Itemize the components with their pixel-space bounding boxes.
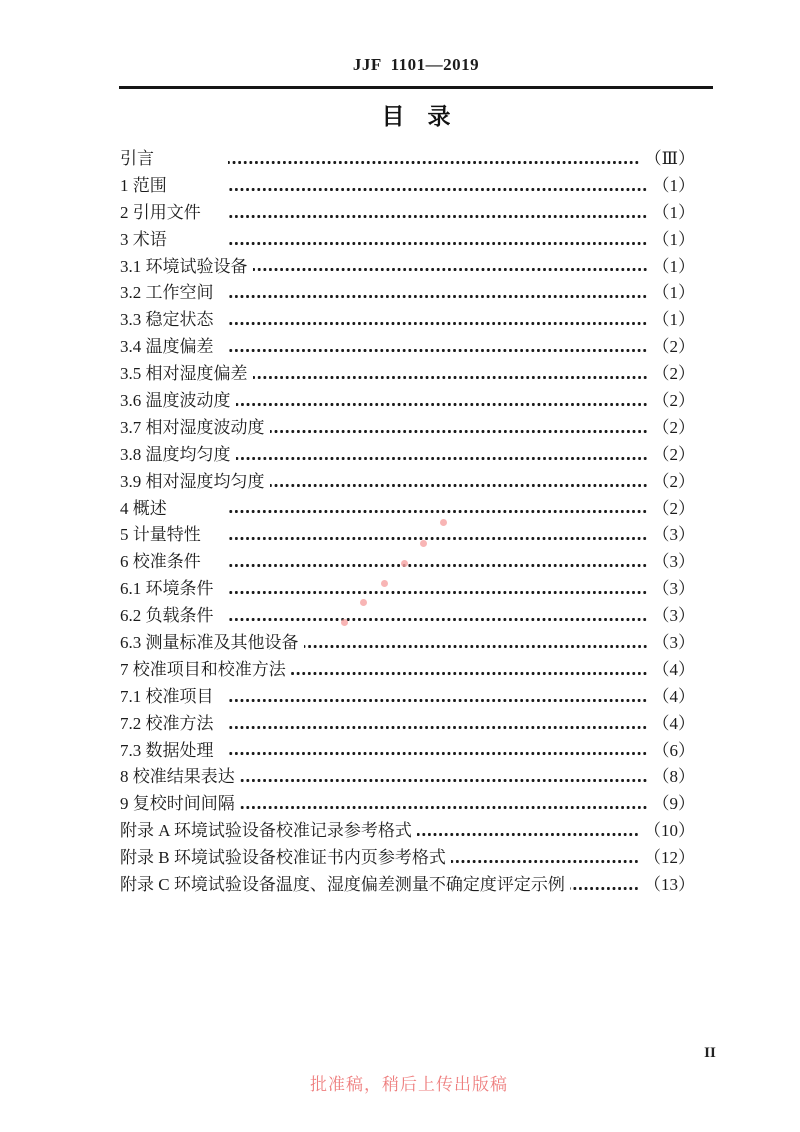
dot-leader [304, 645, 648, 648]
toc-entry [120, 415, 695, 442]
toc-entry-label: 9 复校时间间隔 [120, 794, 235, 814]
toc-entry-page: （3） [652, 552, 695, 572]
toc-entry-page: （1） [652, 310, 695, 330]
dot-leader [270, 430, 648, 433]
toc-entry-label: 5 计量特性 [120, 525, 201, 545]
toc-entry [120, 549, 695, 576]
toc-entry-label: 3.4 温度偏差 [120, 337, 214, 357]
toc-entry-page: （4） [652, 686, 695, 706]
toc-entry [120, 764, 695, 791]
toc-entry [120, 872, 695, 899]
toc-entry-label: 3.1 环境试验设备 [120, 256, 248, 276]
toc-entry-page: （4） [652, 659, 695, 679]
standard-code: JJF 1101—2019 [352, 55, 480, 74]
dot-leader [228, 349, 648, 352]
toc-entry [120, 442, 695, 469]
watermark-dot [381, 580, 388, 587]
toc-entry [120, 307, 695, 334]
toc-entry-page: （3） [652, 525, 695, 545]
toc-entry-page: （1） [652, 202, 695, 222]
dot-leader [228, 591, 648, 594]
toc-entry-label: 2 引用文件 [120, 202, 201, 222]
dot-leader [228, 295, 648, 298]
dot-leader [228, 161, 640, 164]
toc-entry-page: （2） [652, 337, 695, 357]
toc-entry-page: （2） [652, 364, 695, 384]
dot-leader [291, 672, 648, 675]
page-title: 目 录 [381, 103, 451, 129]
page-number: II [704, 1045, 716, 1061]
toc-entry-label: 3 术语 [120, 229, 167, 249]
toc-entry-page: （3） [652, 579, 695, 599]
toc-entry [120, 603, 695, 630]
toc-entry-page: （Ⅲ） [644, 148, 695, 168]
toc-entry [120, 684, 695, 711]
toc-entry [120, 630, 695, 657]
dot-leader [570, 887, 639, 890]
toc-entry-label: 引言 [120, 148, 154, 168]
toc-entry [120, 254, 695, 281]
toc-entry [120, 845, 695, 872]
dot-leader [228, 242, 648, 245]
toc-entry [120, 522, 695, 549]
toc-entry-label: 7 校准项目和校准方法 [120, 659, 286, 679]
toc-entry [120, 791, 695, 818]
toc-entry [120, 361, 695, 388]
toc-entry-page: （13） [644, 875, 695, 895]
toc-entry-label: 6.3 测量标准及其他设备 [120, 633, 299, 653]
toc-entry-label: 6.2 负载条件 [120, 606, 214, 626]
dot-leader [236, 403, 648, 406]
toc-entry-label: 6.1 环境条件 [120, 579, 214, 599]
dot-leader [417, 833, 639, 836]
toc-entry [120, 227, 695, 254]
toc-entry-page: （3） [652, 606, 695, 626]
toc-entry-label: 8 校准结果表达 [120, 767, 235, 787]
toc-entry [120, 280, 695, 307]
toc-entry-label: 附录 A 环境试验设备校准记录参考格式 [120, 821, 412, 841]
toc-entry-page: （3） [652, 633, 695, 653]
toc-entry [120, 576, 695, 603]
toc-entry [120, 496, 695, 523]
watermark-dot [401, 560, 408, 567]
dot-leader [228, 215, 648, 218]
toc-entry-label: 7.2 校准方法 [120, 713, 214, 733]
toc-entry-label: 3.7 相对湿度波动度 [120, 417, 265, 437]
dot-leader [228, 537, 648, 540]
dot-leader [240, 779, 648, 782]
toc-entry-page: （2） [652, 471, 695, 491]
toc-entry [120, 200, 695, 227]
watermark-dot [360, 599, 367, 606]
toc-entry [120, 711, 695, 738]
toc-entry [120, 738, 695, 765]
toc-entry-page: （1） [652, 256, 695, 276]
toc-entry-page: （4） [652, 713, 695, 733]
dot-leader [228, 510, 648, 513]
toc-entry-label: 6 校准条件 [120, 552, 201, 572]
toc-entry [120, 657, 695, 684]
toc-entry [120, 469, 695, 496]
toc-entry-page: （12） [644, 848, 695, 868]
toc-entry-label: 3.6 温度波动度 [120, 391, 231, 410]
dot-leader [228, 726, 648, 729]
toc-entry-label: 4 概述 [120, 498, 167, 518]
dot-leader [228, 752, 648, 755]
toc-entry-page: （1） [652, 175, 695, 195]
toc-entry-page: （2） [652, 444, 695, 464]
toc-entry-page: （6） [652, 740, 695, 760]
toc-entry [120, 334, 695, 361]
dot-leader [228, 188, 648, 191]
toc-entry-label: 3.5 相对湿度偏差 [120, 364, 248, 384]
toc-entry [120, 173, 695, 200]
toc-entry-label: 7.1 校准项目 [120, 686, 214, 706]
toc-entry-label: 1 范围 [120, 175, 167, 195]
watermark-dot [420, 540, 427, 547]
toc-entry-page: （9） [652, 794, 695, 814]
toc-entry [120, 388, 695, 415]
toc-entry-page: （10） [644, 821, 695, 841]
toc-entry-label: 7.3 数据处理 [120, 740, 214, 760]
table-of-contents [120, 146, 695, 899]
toc-entry-label: 3.9 相对湿度均匀度 [120, 471, 265, 491]
dot-leader [236, 457, 648, 460]
dot-leader [451, 860, 639, 863]
toc-entry [120, 818, 695, 845]
toc-entry-page: （2） [652, 417, 695, 437]
toc-entry-page: （8） [652, 767, 695, 787]
toc-entry-page: （1） [652, 229, 695, 249]
dot-leader [270, 484, 648, 487]
toc-entry-label: 3.8 温度均匀度 [120, 444, 231, 464]
dot-leader [253, 268, 648, 271]
toc-entry-page: （2） [652, 498, 695, 518]
toc-entry-label: 3.3 稳定状态 [120, 310, 214, 330]
header-rule [119, 86, 713, 89]
watermark-dot [440, 519, 447, 526]
dot-leader [240, 806, 648, 809]
dot-leader [228, 322, 648, 325]
draft-note: 批准稿，稍后上传出版稿 [310, 1075, 508, 1094]
toc-entry-label: 3.2 工作空间 [120, 283, 214, 303]
dot-leader [253, 376, 648, 379]
watermark-dot [341, 619, 348, 626]
dot-leader [228, 699, 648, 702]
toc-entry [120, 146, 695, 173]
toc-entry-label: 附录 C 环境试验设备温度、湿度偏差测量不确定度评定示例 [120, 875, 565, 895]
dot-leader [228, 618, 648, 621]
dot-leader [228, 564, 648, 567]
toc-entry-label: 附录 B 环境试验设备校准证书内页参考格式 [120, 848, 446, 868]
toc-entry-page: （1） [652, 283, 695, 303]
toc-entry-page: （2） [652, 391, 695, 410]
